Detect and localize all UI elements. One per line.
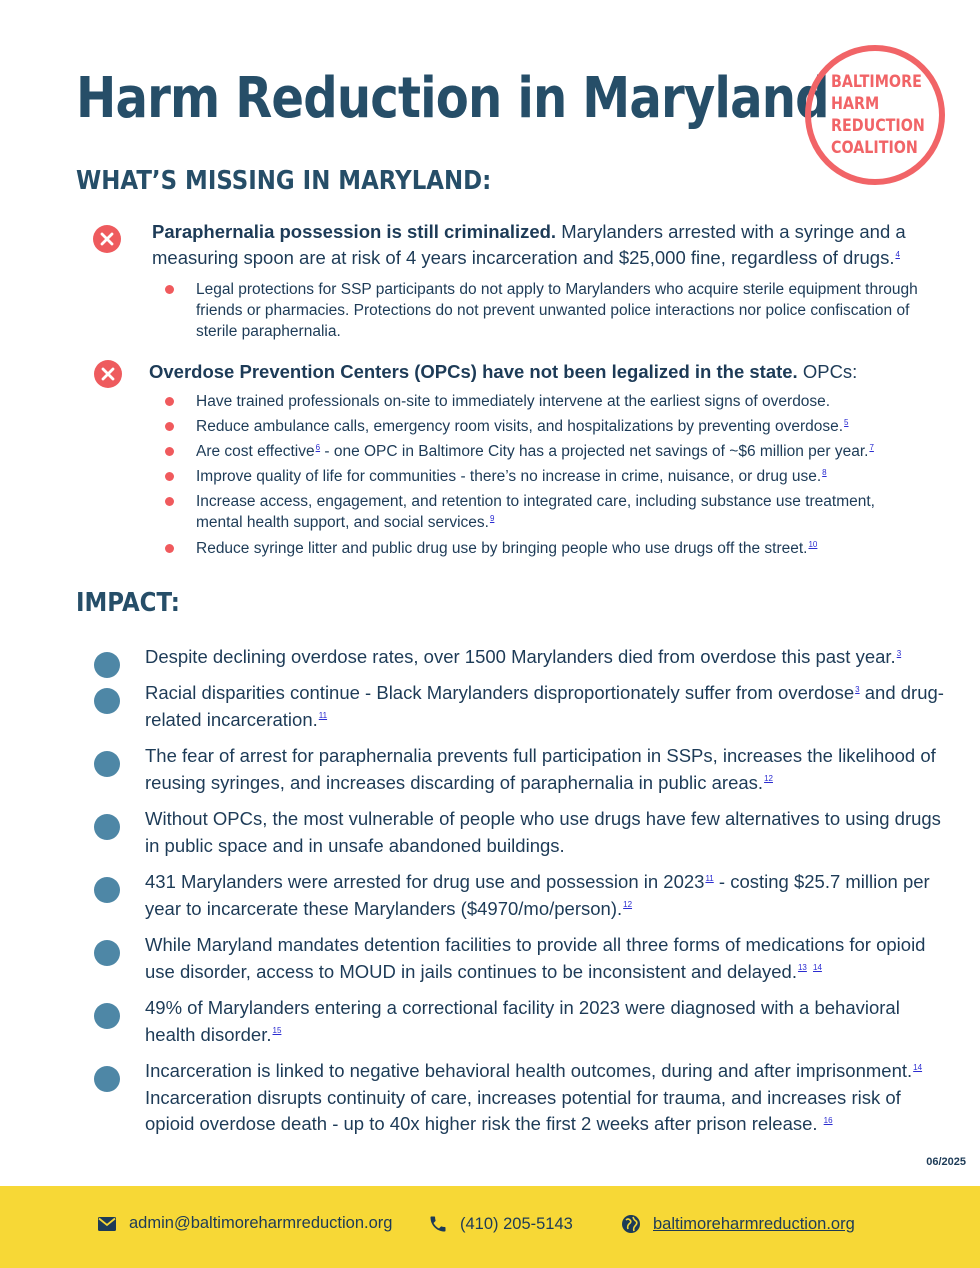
missing-item-paraphernalia [152, 219, 942, 271]
paraphernalia-sublist [162, 279, 922, 342]
footer-email[interactable] [97, 1214, 392, 1233]
footer-website[interactable] [621, 1214, 855, 1234]
footnote-link[interactable]: 14 [913, 1062, 923, 1072]
opc-sublist [162, 391, 922, 559]
publication-date: 06/2025 [926, 1156, 966, 1168]
footnote-link[interactable]: 8 [822, 467, 827, 477]
logo-line: COALITION [831, 138, 918, 158]
phone-icon [428, 1214, 448, 1234]
bullet-dot-icon [94, 1066, 120, 1092]
list-item: Reduce syringe litter and public drug use by bringing people who use drugs off the street.$^{10}$ [162, 538, 922, 559]
footnote-link[interactable]: 16 [823, 1115, 833, 1125]
logo-line: REDUCTION [831, 116, 925, 136]
impact-text: Without OPCs, the most vulnerable of people who use drugs have few alternatives to using drugs in public space and in unsafe abandoned buildings. [145, 808, 941, 856]
list-item: Have trained professionals on-site to immediately intervene at the earliest signs of overdose. [162, 391, 922, 412]
missing-item-text: Marylanders arrested with a syringe and a measuring spoon are at risk of 4 years incarceration and $25,000 fine, regardless of drugs. [152, 221, 906, 268]
missing-heading: WHAT’S MISSING IN MARYLAND: [76, 166, 492, 196]
footnote-link[interactable]: 3 [855, 684, 860, 694]
footnote-link[interactable]: 15 [272, 1026, 282, 1036]
list-item: Reduce ambulance calls, emergency room visits, and hospitalizations by preventing overdose.$^5$ [162, 416, 922, 437]
bullet-dot-icon [94, 940, 120, 966]
impact-text: 49% of Marylanders entering a correctional facility in 2023 were diagnosed with a behavioral health disorder.$^{15}$ [145, 997, 900, 1045]
missing-item-text: OPCs: [797, 361, 858, 382]
bullet-dot-icon [94, 814, 120, 840]
impact-text: Racial disparities continue - Black Marylanders disproportionately suffer from overdose$^3$ and drug-related incarceration.$^{11}$ [145, 682, 944, 730]
missing-item-opc [149, 359, 939, 385]
footnote-link[interactable]: 12 [623, 900, 633, 910]
impact-heading: IMPACT: [76, 588, 180, 618]
list-item: Legal protections for SSP participants do not apply to Marylanders who acquire sterile equipment through friends or pharmacies. Protections do not prevent unwanted police interactions nor police confiscation of sterile paraphernalia. [162, 279, 922, 342]
website-link[interactable]: baltimoreharmreduction.org [653, 1214, 855, 1233]
footnote-link[interactable]: 10 [808, 539, 818, 549]
list-item: Increase access, engagement, and retention to integrated care, including substance use treatment, mental health support, and social services.$^9$ [162, 491, 922, 533]
bullet-dot-icon [94, 652, 120, 678]
footnote-link[interactable]: 13 [797, 963, 807, 973]
list-item: Improve quality of life for communities - there’s no increase in crime, nuisance, or drug use.$^8$ [162, 466, 922, 487]
impact-text: The fear of arrest for paraphernalia prevents full participation in SSPs, increases the likelihood of reusing syringes, and increases discarding of paraphernalia in public areas.$^{12}$ [145, 745, 936, 793]
footnote-link[interactable]: 14 [813, 963, 822, 973]
phone-number[interactable]: (410) 205-5143 [460, 1214, 573, 1233]
footnote-link[interactable]: 12 [764, 774, 773, 784]
impact-text: Despite declining overdose rates, over 1500 Marylanders died from overdose this past year.$^3$ [145, 646, 902, 667]
footnote-link[interactable]: 5 [844, 417, 849, 427]
footnote-link[interactable]: 4 [895, 249, 900, 259]
footnote-link[interactable]: 11 [705, 873, 714, 883]
footer-bar [0, 1186, 980, 1268]
x-circle-icon [94, 360, 122, 388]
x-circle-icon [93, 225, 121, 253]
missing-item-bold: Paraphernalia possession is still criminalized. [152, 221, 557, 242]
logo-line: HARM [831, 94, 880, 114]
impact-text: While Maryland mandates detention facilities to provide all three forms of medications for opioid use disorder, access to MOUD in jails continues to be inconsistent and delayed.$^{13}$ $^{14}$ [145, 934, 926, 982]
footnote-link[interactable]: 7 [869, 442, 874, 452]
page-title: Harm Reduction in Maryland [76, 66, 829, 131]
list-item: Are cost effective$^6$ - one OPC in Baltimore City has a projected net savings of ~$6 million per year.$^7$ [162, 441, 922, 462]
bullet-dot-icon [94, 877, 120, 903]
footnote-link[interactable]: 9 [489, 513, 495, 523]
footnote-link[interactable]: 6 [315, 442, 321, 452]
footnote-link[interactable]: 3 [896, 648, 902, 658]
mail-icon [97, 1216, 117, 1232]
footer-phone[interactable] [428, 1214, 573, 1234]
bullet-dot-icon [94, 688, 120, 714]
missing-item-bold: Overdose Prevention Centers (OPCs) have not been legalized in the state. [149, 361, 798, 382]
coalition-logo [805, 45, 945, 185]
footnote-link[interactable]: 11 [318, 711, 328, 721]
email-link[interactable]: admin@baltimoreharmreduction.org [129, 1214, 393, 1232]
bullet-dot-icon [94, 1003, 120, 1029]
globe-icon [621, 1214, 641, 1234]
logo-line: BALTIMORE [831, 72, 922, 92]
bullet-dot-icon [94, 751, 120, 777]
impact-text: 431 Marylanders were arrested for drug use and possession in 2023$^{11}$ - costing $25.7 million per year to incarcerate these Marylanders ($4970/mo/person).$^{12}$ [145, 871, 930, 919]
impact-text: Incarceration is linked to negative behavioral health outcomes, during and after imprisonment.$^{14}$ Incarceration disrupts continuity of care, increases potential for trauma, and increases risk of opioid overdose death - up to 40x higher risk the first 2 weeks after prison release. $^{16}$ [145, 1060, 923, 1134]
